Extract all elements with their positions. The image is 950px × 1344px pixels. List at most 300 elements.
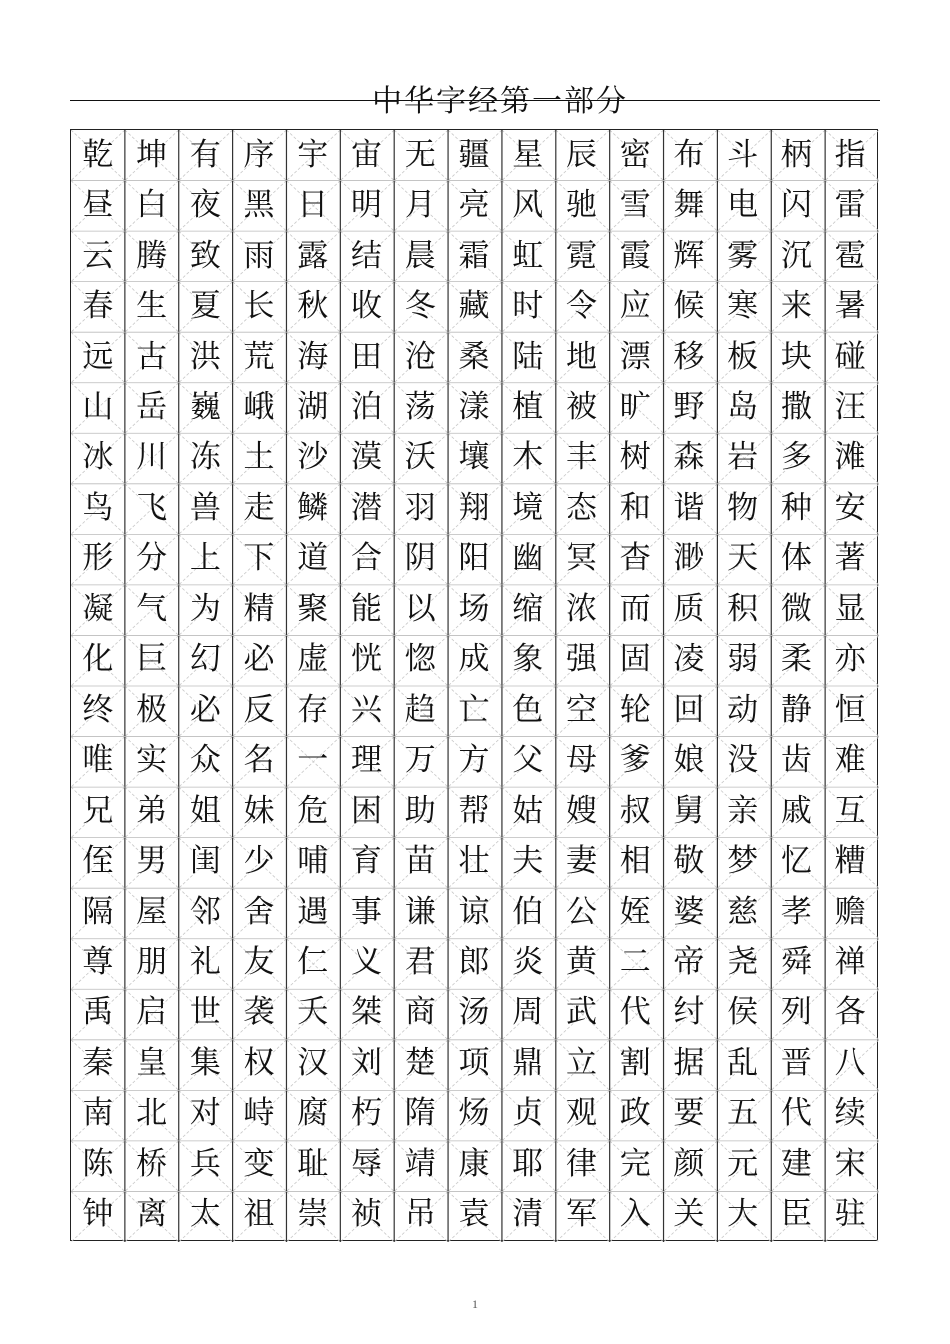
character-cell: 割 xyxy=(619,1044,651,1081)
character-cell: 育 xyxy=(351,843,383,880)
character-cell: 冥 xyxy=(565,540,597,577)
character-cell: 秦 xyxy=(82,1044,114,1081)
character-cell: 合 xyxy=(351,540,383,577)
character-cell: 岛 xyxy=(727,388,759,425)
character-cell: 男 xyxy=(136,843,168,880)
character-cell: 浓 xyxy=(565,590,597,627)
character-cell: 藏 xyxy=(458,288,490,325)
character-cell: 气 xyxy=(136,590,168,627)
character-cell: 兵 xyxy=(189,1145,221,1182)
character-cell: 入 xyxy=(619,1196,651,1233)
character-cell: 应 xyxy=(619,288,651,325)
character-cell: 洪 xyxy=(189,338,221,375)
character-cell: 集 xyxy=(189,1044,221,1081)
character-cell: 姐 xyxy=(189,792,221,829)
character-cell: 分 xyxy=(136,540,168,577)
character-cell: 远 xyxy=(82,338,114,375)
character-cell: 象 xyxy=(512,641,544,678)
character-cell: 项 xyxy=(458,1044,490,1081)
character-cell: 巍 xyxy=(189,388,221,425)
character-cell: 世 xyxy=(189,994,221,1031)
character-cell: 密 xyxy=(619,136,651,173)
character-cell: 露 xyxy=(297,237,329,274)
character-cells xyxy=(71,130,877,1240)
character-cell: 斗 xyxy=(727,136,759,173)
character-cell: 羽 xyxy=(404,489,436,526)
character-cell: 滩 xyxy=(834,439,866,476)
character-cell: 炀 xyxy=(458,1095,490,1132)
character-cell: 颜 xyxy=(673,1145,705,1182)
character-cell: 仁 xyxy=(297,943,329,980)
character-cell: 母 xyxy=(565,742,597,779)
character-cell: 弱 xyxy=(727,641,759,678)
character-cell: 遇 xyxy=(297,893,329,930)
character-cell: 相 xyxy=(619,843,651,880)
character-cell: 动 xyxy=(727,691,759,728)
character-cell: 谦 xyxy=(404,893,436,930)
character-cell: 臣 xyxy=(780,1196,812,1233)
character-cell: 观 xyxy=(565,1095,597,1132)
character-cell: 星 xyxy=(512,136,544,173)
character-cell: 妻 xyxy=(565,843,597,880)
character-cell: 境 xyxy=(512,489,544,526)
character-cell: 碰 xyxy=(834,338,866,375)
character-cell: 困 xyxy=(351,792,383,829)
character-cell: 互 xyxy=(834,792,866,829)
character-cell: 北 xyxy=(136,1095,168,1132)
character-cell: 危 xyxy=(297,792,329,829)
character-cell: 移 xyxy=(673,338,705,375)
character-cell: 而 xyxy=(619,590,651,627)
character-cell: 岩 xyxy=(727,439,759,476)
character-cell: 能 xyxy=(351,590,383,627)
character-cell: 冬 xyxy=(404,288,436,325)
character-cell: 潜 xyxy=(351,489,383,526)
character-cell: 汉 xyxy=(297,1044,329,1081)
character-cell: 轮 xyxy=(619,691,651,728)
character-cell: 离 xyxy=(136,1196,168,1233)
practice-grid xyxy=(70,129,878,1241)
character-cell: 晋 xyxy=(780,1044,812,1081)
character-cell: 娘 xyxy=(673,742,705,779)
character-cell: 翔 xyxy=(458,489,490,526)
character-cell: 雾 xyxy=(727,237,759,274)
character-cell: 代 xyxy=(619,994,651,1031)
character-cell: 谅 xyxy=(458,893,490,930)
character-cell: 众 xyxy=(189,742,221,779)
character-cell: 难 xyxy=(834,742,866,779)
character-cell: 军 xyxy=(565,1196,597,1233)
character-cell: 朋 xyxy=(136,943,168,980)
character-cell: 渺 xyxy=(673,540,705,577)
character-cell: 宇 xyxy=(297,136,329,173)
character-cell: 武 xyxy=(565,994,597,1031)
character-cell: 夫 xyxy=(512,843,544,880)
character-cell: 闪 xyxy=(780,187,812,224)
character-cell: 邻 xyxy=(189,893,221,930)
character-cell: 阴 xyxy=(404,540,436,577)
character-cell: 生 xyxy=(136,288,168,325)
character-cell: 各 xyxy=(834,994,866,1031)
character-cell: 沉 xyxy=(780,237,812,274)
character-cell: 泊 xyxy=(351,388,383,425)
character-cell: 沙 xyxy=(297,439,329,476)
character-cell: 凝 xyxy=(82,590,114,627)
character-cell: 道 xyxy=(297,540,329,577)
character-cell: 方 xyxy=(458,742,490,779)
character-cell: 明 xyxy=(351,187,383,224)
character-cell: 宙 xyxy=(351,136,383,173)
character-cell: 夏 xyxy=(189,288,221,325)
character-cell: 形 xyxy=(82,540,114,577)
character-cell: 湖 xyxy=(297,388,329,425)
character-cell: 伯 xyxy=(512,893,544,930)
character-cell: 亡 xyxy=(458,691,490,728)
character-cell: 时 xyxy=(512,288,544,325)
character-cell: 块 xyxy=(780,338,812,375)
character-cell: 兽 xyxy=(189,489,221,526)
character-cell: 色 xyxy=(512,691,544,728)
character-cell: 太 xyxy=(189,1196,221,1233)
character-cell: 一 xyxy=(297,742,329,779)
character-cell: 化 xyxy=(82,641,114,678)
character-cell: 舜 xyxy=(780,943,812,980)
character-cell: 父 xyxy=(512,742,544,779)
character-cell: 态 xyxy=(565,489,597,526)
character-cell: 荡 xyxy=(404,388,436,425)
character-cell: 乱 xyxy=(727,1044,759,1081)
character-cell: 姪 xyxy=(619,893,651,930)
character-cell: 要 xyxy=(673,1095,705,1132)
character-cell: 以 xyxy=(404,590,436,627)
character-cell: 多 xyxy=(780,439,812,476)
character-cell: 二 xyxy=(619,943,651,980)
character-cell: 友 xyxy=(243,943,275,980)
character-cell: 峨 xyxy=(243,388,275,425)
character-cell: 礼 xyxy=(189,943,221,980)
character-cell: 场 xyxy=(458,590,490,627)
character-cell: 古 xyxy=(136,338,168,375)
character-cell: 反 xyxy=(243,691,275,728)
character-cell: 辉 xyxy=(673,237,705,274)
character-cell: 隋 xyxy=(404,1095,436,1132)
character-cell: 刘 xyxy=(351,1044,383,1081)
character-cell: 郎 xyxy=(458,943,490,980)
character-cell: 板 xyxy=(727,338,759,375)
character-cell: 吊 xyxy=(404,1196,436,1233)
character-cell: 事 xyxy=(351,893,383,930)
character-cell: 亦 xyxy=(834,641,866,678)
character-cell: 川 xyxy=(136,439,168,476)
character-cell: 律 xyxy=(565,1145,597,1182)
character-cell: 峙 xyxy=(243,1095,275,1132)
character-cell: 桑 xyxy=(458,338,490,375)
character-cell: 下 xyxy=(243,540,275,577)
character-cell: 夜 xyxy=(189,187,221,224)
character-cell: 炎 xyxy=(512,943,544,980)
character-cell: 汤 xyxy=(458,994,490,1031)
character-cell: 结 xyxy=(351,237,383,274)
character-cell: 雷 xyxy=(834,187,866,224)
character-cell: 帮 xyxy=(458,792,490,829)
character-cell: 对 xyxy=(189,1095,221,1132)
character-cell: 天 xyxy=(727,540,759,577)
character-cell: 公 xyxy=(565,893,597,930)
character-cell: 祖 xyxy=(243,1196,275,1233)
character-cell: 商 xyxy=(404,994,436,1031)
character-cell: 著 xyxy=(834,540,866,577)
character-cell: 朽 xyxy=(351,1095,383,1132)
character-cell: 周 xyxy=(512,994,544,1031)
character-cell: 亮 xyxy=(458,187,490,224)
character-cell: 列 xyxy=(780,994,812,1031)
character-cell: 唯 xyxy=(82,742,114,779)
character-cell: 春 xyxy=(82,288,114,325)
character-cell: 代 xyxy=(780,1095,812,1132)
character-cell: 舅 xyxy=(673,792,705,829)
character-cell: 幻 xyxy=(189,641,221,678)
character-cell: 嫂 xyxy=(565,792,597,829)
character-cell: 贞 xyxy=(512,1095,544,1132)
character-cell: 据 xyxy=(673,1044,705,1081)
character-cell: 恒 xyxy=(834,691,866,728)
character-cell: 森 xyxy=(673,439,705,476)
character-cell: 冰 xyxy=(82,439,114,476)
page-title: 中华字经第一部分 xyxy=(372,84,628,119)
character-cell: 帝 xyxy=(673,943,705,980)
character-cell: 存 xyxy=(297,691,329,728)
character-cell: 少 xyxy=(243,843,275,880)
character-cell: 精 xyxy=(243,590,275,627)
character-cell: 荒 xyxy=(243,338,275,375)
character-cell: 八 xyxy=(834,1044,866,1081)
character-cell: 丰 xyxy=(565,439,597,476)
character-cell: 屋 xyxy=(136,893,168,930)
character-cell: 谐 xyxy=(673,489,705,526)
character-cell: 桀 xyxy=(351,994,383,1031)
character-cell: 驻 xyxy=(834,1196,866,1233)
character-cell: 坤 xyxy=(136,136,168,173)
character-cell: 虚 xyxy=(297,641,329,678)
character-cell: 强 xyxy=(565,641,597,678)
character-cell: 齿 xyxy=(780,742,812,779)
character-cell: 风 xyxy=(512,187,544,224)
character-cell: 糟 xyxy=(834,843,866,880)
character-cell: 为 xyxy=(189,590,221,627)
character-cell: 成 xyxy=(458,641,490,678)
character-cell: 积 xyxy=(727,590,759,627)
character-cell: 舞 xyxy=(673,187,705,224)
character-cell: 飞 xyxy=(136,489,168,526)
character-cell: 显 xyxy=(834,590,866,627)
character-cell: 袁 xyxy=(458,1196,490,1233)
character-cell: 雪 xyxy=(619,187,651,224)
character-cell: 关 xyxy=(673,1196,705,1233)
character-cell: 理 xyxy=(351,742,383,779)
character-cell: 山 xyxy=(82,388,114,425)
character-cell: 大 xyxy=(727,1196,759,1233)
character-cell: 黄 xyxy=(565,943,597,980)
character-cell: 秋 xyxy=(297,288,329,325)
character-cell: 叔 xyxy=(619,792,651,829)
character-cell: 沧 xyxy=(404,338,436,375)
character-cell: 袭 xyxy=(243,994,275,1031)
character-cell: 纣 xyxy=(673,994,705,1031)
character-cell: 种 xyxy=(780,489,812,526)
character-cell: 撒 xyxy=(780,388,812,425)
character-cell: 乾 xyxy=(82,136,114,173)
character-cell: 月 xyxy=(404,187,436,224)
character-cell: 来 xyxy=(780,288,812,325)
character-cell: 霓 xyxy=(565,237,597,274)
character-cell: 静 xyxy=(780,691,812,728)
character-cell: 聚 xyxy=(297,590,329,627)
character-cell: 云 xyxy=(82,237,114,274)
character-cell: 旷 xyxy=(619,388,651,425)
title-rule xyxy=(70,100,880,101)
character-cell: 妹 xyxy=(243,792,275,829)
character-cell: 启 xyxy=(136,994,168,1031)
character-cell: 侄 xyxy=(82,843,114,880)
character-cell: 陈 xyxy=(82,1145,114,1182)
character-cell: 钟 xyxy=(82,1196,114,1233)
character-cell: 南 xyxy=(82,1095,114,1132)
character-cell: 雨 xyxy=(243,237,275,274)
character-cell: 权 xyxy=(243,1044,275,1081)
character-cell: 沃 xyxy=(404,439,436,476)
character-cell: 建 xyxy=(780,1145,812,1182)
character-cell: 有 xyxy=(189,136,221,173)
character-cell: 日 xyxy=(297,187,329,224)
character-cell: 致 xyxy=(189,237,221,274)
character-cell: 雹 xyxy=(834,237,866,274)
character-cell: 回 xyxy=(673,691,705,728)
character-cell: 野 xyxy=(673,388,705,425)
character-cell: 汪 xyxy=(834,388,866,425)
character-cell: 质 xyxy=(673,590,705,627)
character-cell: 走 xyxy=(243,489,275,526)
character-cell: 陆 xyxy=(512,338,544,375)
character-cell: 漂 xyxy=(619,338,651,375)
character-cell: 土 xyxy=(243,439,275,476)
character-cell: 壤 xyxy=(458,439,490,476)
character-cell: 康 xyxy=(458,1145,490,1182)
character-cell: 微 xyxy=(780,590,812,627)
character-cell: 政 xyxy=(619,1095,651,1132)
character-cell: 冻 xyxy=(189,439,221,476)
character-cell: 白 xyxy=(136,187,168,224)
character-cell: 幽 xyxy=(512,540,544,577)
character-cell: 霜 xyxy=(458,237,490,274)
character-cell: 义 xyxy=(351,943,383,980)
character-cell: 被 xyxy=(565,388,597,425)
character-cell: 没 xyxy=(727,742,759,779)
character-cell: 收 xyxy=(351,288,383,325)
character-cell: 变 xyxy=(243,1145,275,1182)
character-cell: 耶 xyxy=(512,1145,544,1182)
character-cell: 木 xyxy=(512,439,544,476)
character-cell: 忆 xyxy=(780,843,812,880)
character-cell: 立 xyxy=(565,1044,597,1081)
character-cell: 孝 xyxy=(780,893,812,930)
character-cell: 必 xyxy=(189,691,221,728)
character-cell: 隔 xyxy=(82,893,114,930)
character-cell: 柔 xyxy=(780,641,812,678)
character-cell: 虹 xyxy=(512,237,544,274)
character-cell: 壮 xyxy=(458,843,490,880)
character-cell: 慈 xyxy=(727,893,759,930)
character-cell: 候 xyxy=(673,288,705,325)
character-cell: 上 xyxy=(189,540,221,577)
character-cell: 安 xyxy=(834,489,866,526)
page-number: 1 xyxy=(472,1297,478,1311)
character-cell: 尧 xyxy=(727,943,759,980)
character-cell: 夭 xyxy=(297,994,329,1031)
character-cell: 暑 xyxy=(834,288,866,325)
character-cell: 海 xyxy=(297,338,329,375)
character-cell: 漠 xyxy=(351,439,383,476)
character-cell: 电 xyxy=(727,187,759,224)
character-cell: 兄 xyxy=(82,792,114,829)
character-cell: 辰 xyxy=(565,136,597,173)
character-cell: 耻 xyxy=(297,1145,329,1182)
character-cell: 无 xyxy=(404,136,436,173)
character-cell: 宋 xyxy=(834,1145,866,1182)
character-cell: 舍 xyxy=(243,893,275,930)
character-cell: 桥 xyxy=(136,1145,168,1182)
character-cell: 苗 xyxy=(404,843,436,880)
character-cell: 赡 xyxy=(834,893,866,930)
character-cell: 柄 xyxy=(780,136,812,173)
character-cell: 侯 xyxy=(727,994,759,1031)
character-cell: 序 xyxy=(243,136,275,173)
character-cell: 戚 xyxy=(780,792,812,829)
character-cell: 助 xyxy=(404,792,436,829)
character-cell: 腐 xyxy=(297,1095,329,1132)
character-cell: 兴 xyxy=(351,691,383,728)
character-cell: 靖 xyxy=(404,1145,436,1182)
character-cell: 疆 xyxy=(458,136,490,173)
character-cell: 辱 xyxy=(351,1145,383,1182)
character-cell: 昼 xyxy=(82,187,114,224)
character-cell: 敬 xyxy=(673,843,705,880)
character-cell: 君 xyxy=(404,943,436,980)
character-cell: 祯 xyxy=(351,1196,383,1233)
character-cell: 固 xyxy=(619,641,651,678)
character-cell: 禹 xyxy=(82,994,114,1031)
character-cell: 惚 xyxy=(404,641,436,678)
character-cell: 指 xyxy=(834,136,866,173)
character-cell: 体 xyxy=(780,540,812,577)
character-cell: 哺 xyxy=(297,843,329,880)
character-cell: 驰 xyxy=(565,187,597,224)
character-cell: 闺 xyxy=(189,843,221,880)
character-cell: 鸟 xyxy=(82,489,114,526)
character-cell: 清 xyxy=(512,1196,544,1233)
character-cell: 爹 xyxy=(619,742,651,779)
character-cell: 禅 xyxy=(834,943,866,980)
character-cell: 黑 xyxy=(243,187,275,224)
character-cell: 实 xyxy=(136,742,168,779)
character-cell: 续 xyxy=(834,1095,866,1132)
character-cell: 崇 xyxy=(297,1196,329,1233)
character-cell: 杳 xyxy=(619,540,651,577)
character-cell: 巨 xyxy=(136,641,168,678)
character-cell: 婆 xyxy=(673,893,705,930)
character-cell: 腾 xyxy=(136,237,168,274)
character-cell: 皇 xyxy=(136,1044,168,1081)
character-cell: 元 xyxy=(727,1145,759,1182)
